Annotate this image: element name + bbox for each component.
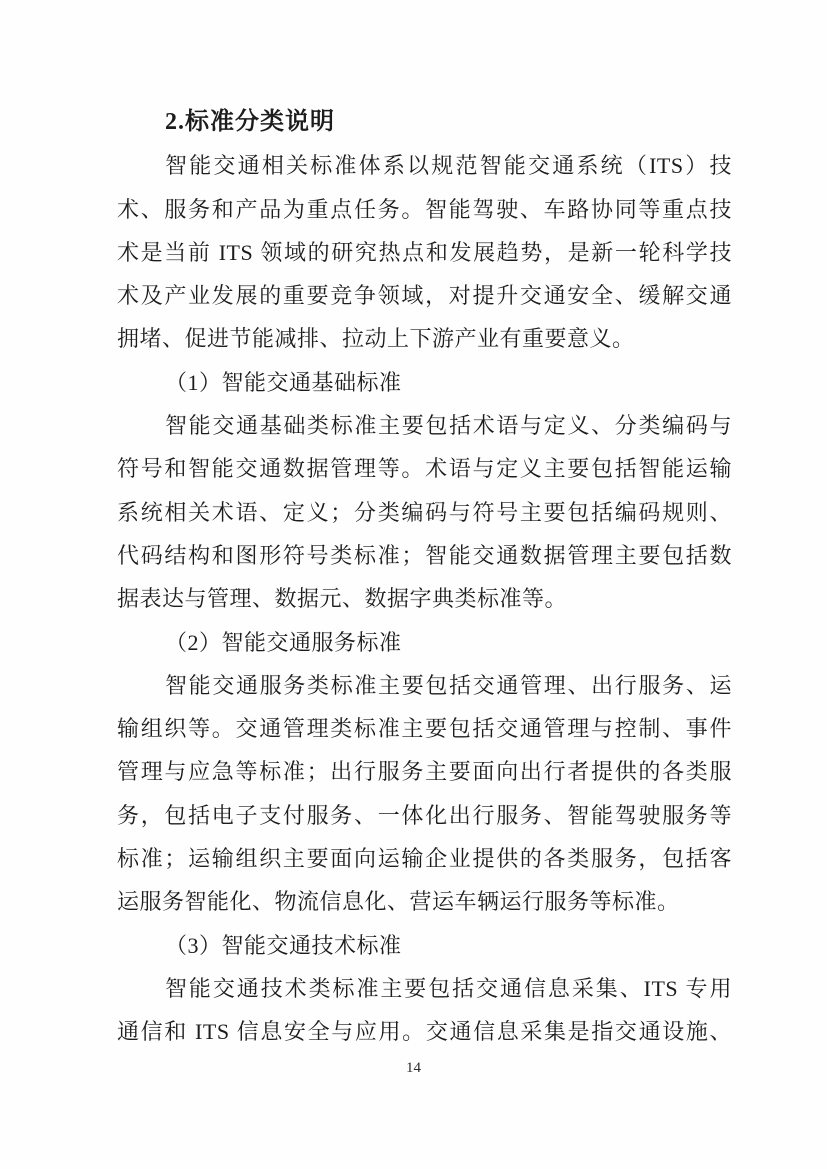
paragraph-line: 输组织等。交通管理类标准主要包括交通管理与控制、事件 [117, 716, 732, 742]
paragraph-line: 代码结构和图形符号类标准；智能交通数据管理主要包括数 [117, 542, 732, 568]
paragraph-line: 拥堵、促进节能减排、拉动上下游产业有重要意义。 [117, 326, 635, 352]
paragraph-line: 通信和 ITS 信息安全与应用。交通信息采集是指交通设施、 [117, 1019, 732, 1045]
paragraph-line: 术、服务和产品为重点任务。智能驾驶、车路协同等重点技 [117, 196, 732, 222]
paragraph-line: 标准；运输组织主要面向运输企业提供的各类服务，包括客 [117, 846, 732, 872]
paragraph-line: 运服务智能化、物流信息化、营运车辆运行服务等标准。 [117, 889, 680, 915]
paragraph-line: 务，包括电子支付服务、一体化出行服务、智能驾驶服务等 [117, 802, 732, 828]
paragraph-line: 管理与应急等标准；出行服务主要面向出行者提供的各类服 [117, 759, 732, 785]
paragraph-line: 术是当前 ITS 领域的研究热点和发展趋势，是新一轮科学技 [117, 239, 732, 265]
paragraph-line: 智能交通技术类标准主要包括交通信息采集、ITS 专用 [165, 975, 732, 1001]
paragraph-line: 智能交通服务类标准主要包括交通管理、出行服务、运 [165, 672, 732, 698]
subsection-heading: （3）智能交通技术标准 [165, 932, 402, 958]
paragraph-line: 符号和智能交通数据管理等。术语与定义主要包括智能运输 [117, 456, 732, 482]
paragraph-line: 系统相关术语、定义；分类编码与符号主要包括编码规则、 [117, 499, 732, 525]
page-body-text [117, 101, 732, 1054]
subsection-heading: （1）智能交通基础标准 [165, 369, 402, 395]
paragraph-line: 据表达与管理、数据元、数据字典类标准等。 [117, 586, 568, 612]
paragraph-line: 智能交通相关标准体系以规范智能交通系统（ITS）技 [165, 153, 732, 179]
paragraph-line: 术及产业发展的重要竞争领域，对提升交通安全、缓解交通 [117, 283, 732, 309]
paragraph-line: 智能交通基础类标准主要包括术语与定义、分类编码与 [165, 413, 732, 439]
page-number: 14 [406, 1060, 421, 1076]
section-heading: 2.标准分类说明 [165, 109, 335, 135]
subsection-heading: （2）智能交通服务标准 [165, 629, 402, 655]
